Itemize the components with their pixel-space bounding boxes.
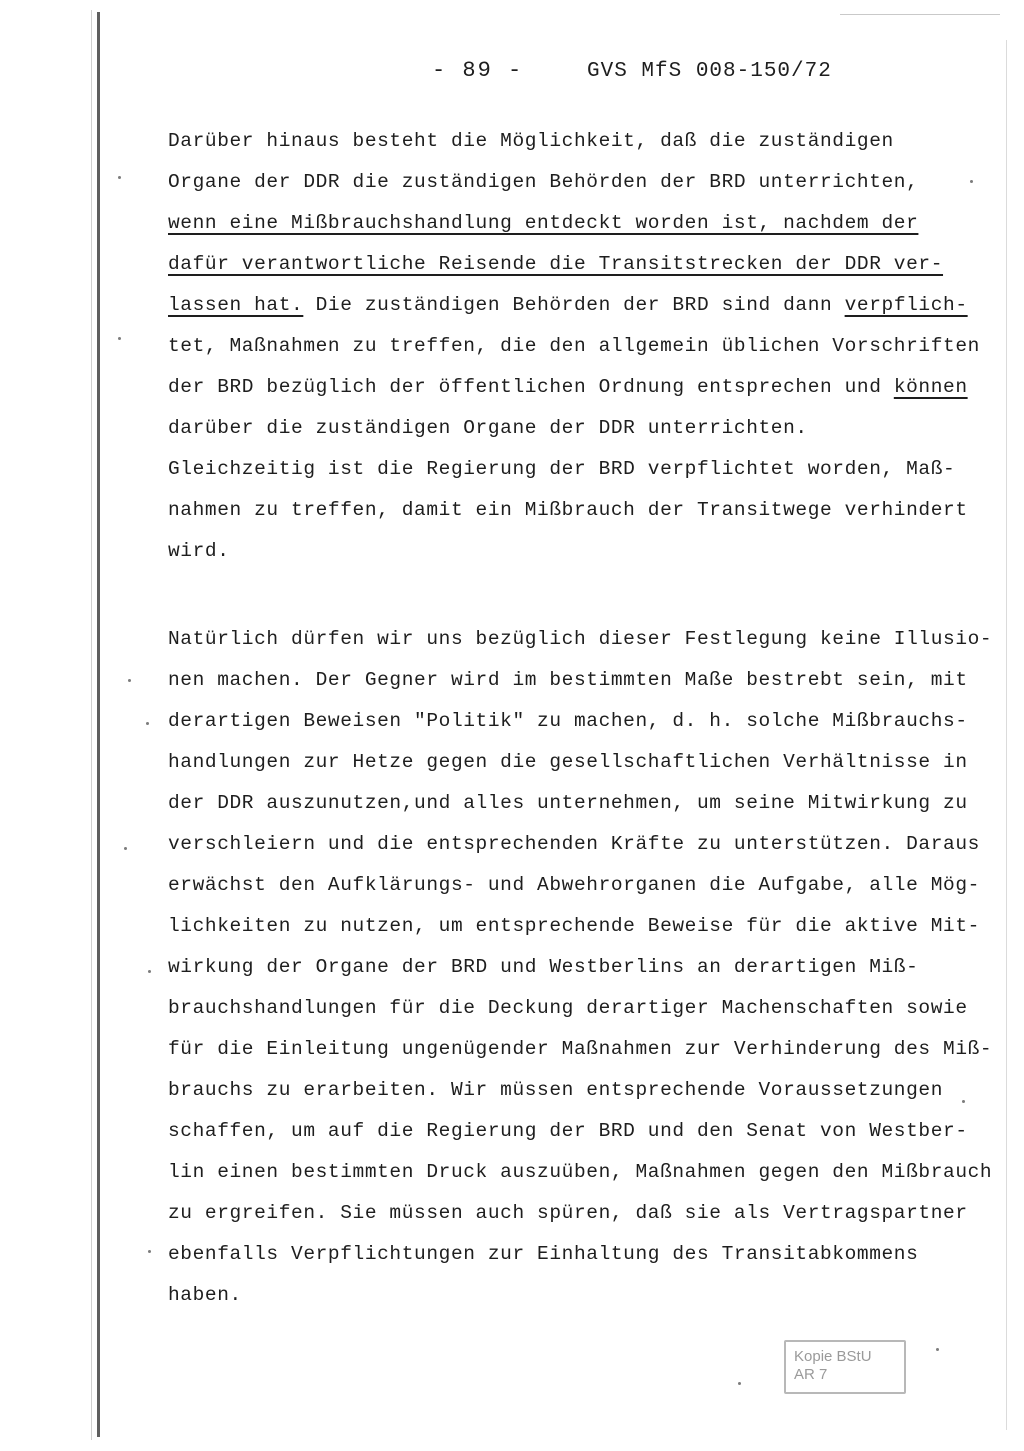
text-line: Darüber hinaus besteht die Möglichkeit, daß die zuständigen xyxy=(168,130,894,152)
text-line: schaffen, um auf die Regierung der BRD und den Senat von Westber- xyxy=(168,1120,968,1142)
scan-speck xyxy=(118,337,121,340)
text-line: Gleichzeitig ist die Regierung der BRD verpflichtet worden, Maß- xyxy=(168,458,956,480)
text-line: wird. xyxy=(168,540,230,562)
document-reference: GVS MfS 008-150/72 xyxy=(587,60,832,83)
text-line: der DDR auszunutzen,und alles unternehmen, um seine Mitwirkung zu xyxy=(168,792,968,814)
text-line: handlungen zur Hetze gegen die gesellschaftlichen Verhältnisse in xyxy=(168,751,968,773)
text-line: haben. xyxy=(168,1284,242,1306)
scan-speck xyxy=(124,847,127,850)
text-line: lassen hat. Die zuständigen Behörden der BRD sind dann verpflich- xyxy=(168,294,968,316)
text-line: tet, Maßnahmen zu treffen, die den allgemein üblichen Vorschriften xyxy=(168,335,980,357)
page-number: - 89 - xyxy=(432,58,524,83)
text-line: nen machen. Der Gegner wird im bestimmten Maße bestrebt sein, mit xyxy=(168,669,968,691)
scan-binding-edge xyxy=(97,12,100,1437)
text-line xyxy=(168,251,943,277)
text-line: lichkeiten zu nutzen, um entsprechende Beweise für die aktive Mit- xyxy=(168,915,980,937)
text-line: brauchshandlungen für die Deckung derartiger Machenschaften sowie xyxy=(168,997,968,1019)
underlined-text: lassen hat. xyxy=(168,294,304,316)
text-line: lin einen bestimmten Druck auszuüben, Maßnahmen gegen den Mißbrauch xyxy=(168,1161,993,1183)
scan-top-line xyxy=(840,14,1000,15)
underlined-text: verpflich- xyxy=(844,294,968,316)
text-line: darüber die zuständigen Organe der DDR unterrichten. xyxy=(168,417,808,439)
scan-speck xyxy=(148,970,151,973)
text-line: derartigen Beweisen "Politik" zu machen, d. h. solche Mißbrauchs- xyxy=(168,710,968,732)
text-line: Natürlich dürfen wir uns bezüglich dieser Festlegung keine Illusio- xyxy=(168,628,993,650)
scan-speck xyxy=(118,176,121,179)
underlined-text: können xyxy=(893,376,968,398)
text-line: verschleiern und die entsprechenden Kräfte zu unterstützen. Daraus xyxy=(168,833,980,855)
stamp-line: Kopie BStU xyxy=(794,1348,872,1365)
scan-speck xyxy=(936,1348,939,1351)
text-line: wirkung der Organe der BRD und Westberlins an derartigen Miß- xyxy=(168,956,919,978)
scan-speck xyxy=(970,180,973,183)
scan-speck xyxy=(146,722,149,725)
text-line: brauchs zu erarbeiten. Wir müssen entsprechende Voraussetzungen xyxy=(168,1079,944,1101)
scan-edge-line-right xyxy=(1006,40,1007,1430)
scan-speck xyxy=(148,1250,151,1253)
text-line: für die Einleitung ungenügender Maßnahmen zur Verhinderung des Miß- xyxy=(168,1038,993,1060)
scan-speck xyxy=(962,1100,965,1103)
text-line xyxy=(168,210,918,236)
page-header xyxy=(0,58,1024,98)
underlined-text: wenn eine Mißbrauchshandlung entdeckt worden ist, nachdem der xyxy=(168,212,919,234)
text-line: ebenfalls Verpflichtungen zur Einhaltung des Transitabkommens xyxy=(168,1243,919,1265)
stamp-line: AR 7 xyxy=(794,1366,828,1383)
scan-speck xyxy=(738,1382,741,1385)
text-line: zu ergreifen. Sie müssen auch spüren, daß sie als Vertragspartner xyxy=(168,1202,968,1224)
archive-stamp xyxy=(784,1340,906,1394)
underlined-text: dafür verantwortliche Reisende die Transitstrecken der DDR ver- xyxy=(168,253,944,275)
text-line: Organe der DDR die zuständigen Behörden der BRD unterrichten, xyxy=(168,171,919,193)
text-line: erwächst den Aufklärungs- und Abwehrorganen die Aufgabe, alle Mög- xyxy=(168,874,980,896)
text-line: der BRD bezüglich der öffentlichen Ordnung entsprechen und können xyxy=(168,376,968,398)
scan-speck xyxy=(128,679,131,682)
scan-edge-line xyxy=(91,10,92,1440)
text-line: nahmen zu treffen, damit ein Mißbrauch der Transitwege verhindert xyxy=(168,499,968,521)
